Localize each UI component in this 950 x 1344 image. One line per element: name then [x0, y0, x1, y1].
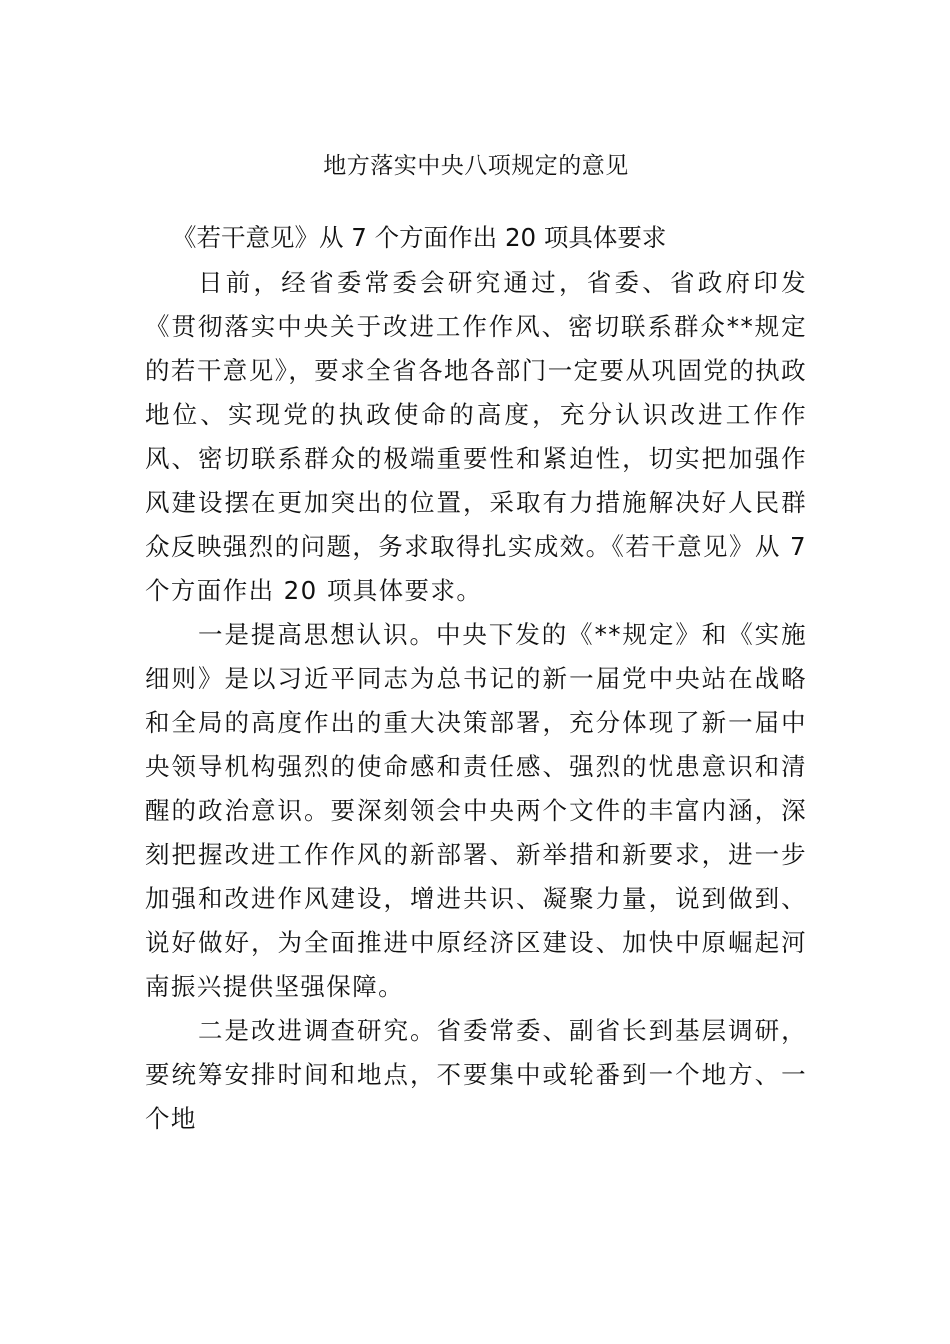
document-body [145, 261, 807, 1141]
paragraph-point-two: 二是改进调查研究。省委常委、副省长到基层调研，要统筹安排时间和地点，不要集中或轮番到一个地方、一个地 [145, 1016, 807, 1133]
document-subtitle: 《若干意见》从 7 个方面作出 20 项具体要求 [172, 223, 667, 252]
document-title: 地方落实中央八项规定的意见 [323, 153, 629, 179]
paragraph-intro: 日前，经省委常委会研究通过，省委、省政府印发《贯彻落实中央关于改进工作作风、密切联系群众**规定的若干意见》，要求全省各地各部门一定要从巩固党的执政地位、实现党的执政使命的高度，充分认识改进工作作风、密切联系群众的极端重要性和紧迫性，切实把加强作风建设摆在更加突出的位置，采取有力措施解决好人民群众反映强烈的问题，务求取得扎实成效。《若干意见》从 7 个方面作出 20 项具体要求。 [145, 268, 807, 605]
paragraph-point-one: 一是提高思想认识。中央下发的《**规定》和《实施细则》是以习近平同志为总书记的新一届党中央站在战略和全局的高度作出的重大决策部署，充分体现了新一届中央领导机构强烈的使命感和责任感、强烈的忧患意识和清醒的政治意识。要深刻领会中央两个文件的丰富内涵，深刻把握改进工作作风的新部署、新举措和新要求，进一步加强和改进作风建设，增进共识、凝聚力量，说到做到、说好做好，为全面推进中原经济区建设、加快中原崛起河南振兴提供坚强保障。 [145, 620, 807, 1001]
